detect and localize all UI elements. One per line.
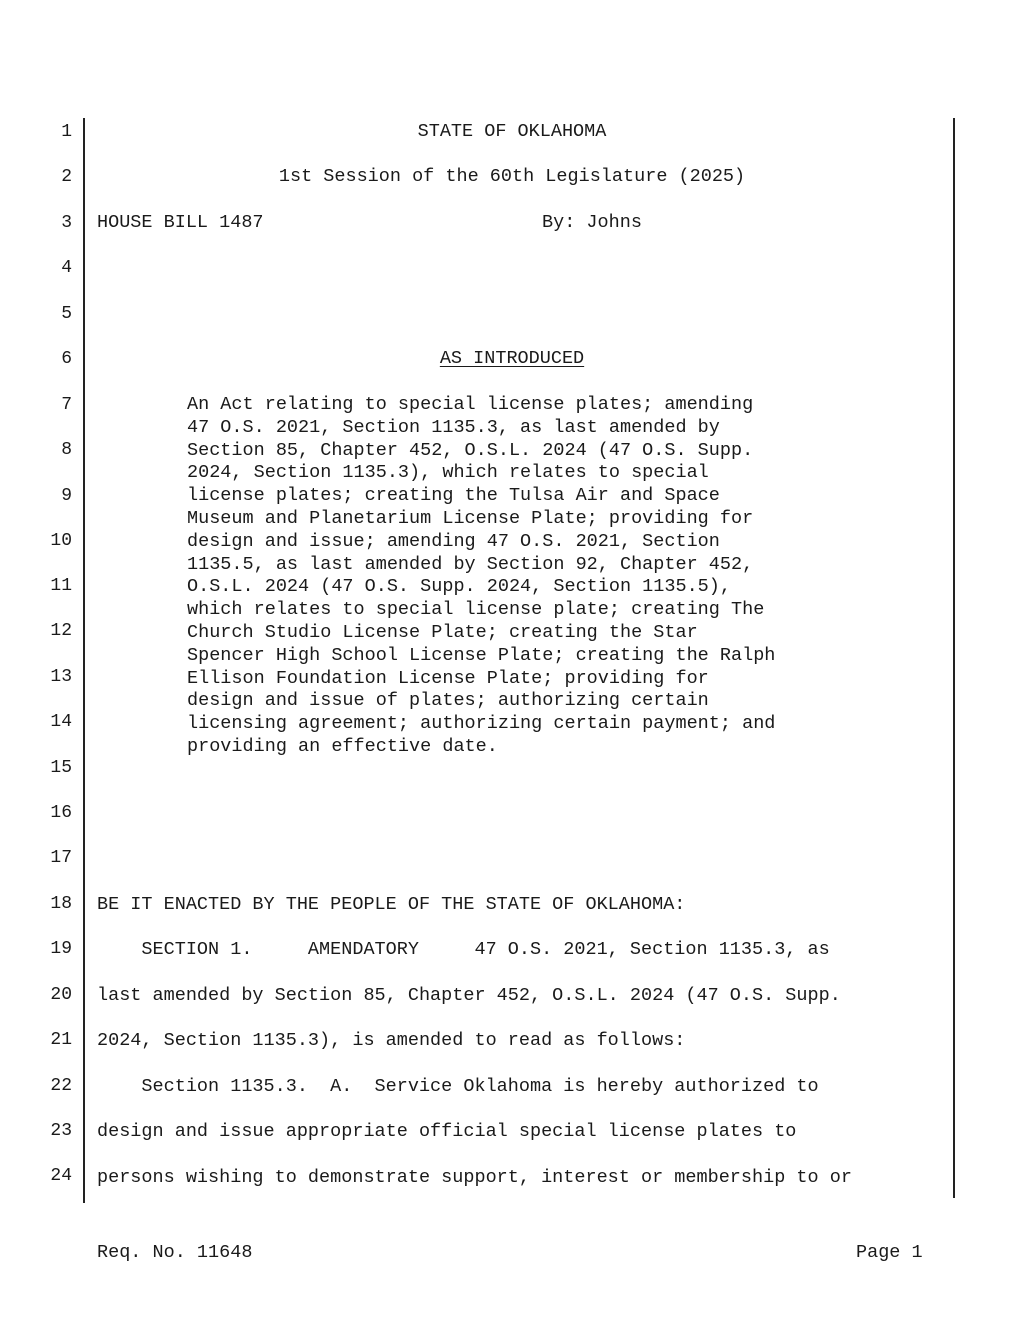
line-number: 24	[50, 1166, 72, 1186]
state-heading: STATE OF OKLAHOMA	[417, 121, 607, 142]
line-number: 20	[50, 985, 72, 1005]
synopsis-line: design and issue; amending 47 O.S. 2021, Section	[187, 530, 720, 552]
synopsis-line: license plates; creating the Tulsa Air and Space	[187, 485, 720, 507]
line-number: 14	[50, 712, 72, 732]
page-number: Page 1	[856, 1242, 923, 1263]
line-number: 15	[50, 758, 72, 778]
line-number: 9	[61, 486, 72, 506]
line-number: 10	[50, 531, 72, 551]
bill-synopsis	[187, 394, 847, 759]
synopsis-line: design and issue of plates; authorizing certain	[187, 690, 709, 712]
synopsis-line: O.S.L. 2024 (47 O.S. Supp. 2024, Section 1135.5),	[187, 576, 731, 598]
line-number: 12	[50, 621, 72, 641]
line-number: 23	[50, 1121, 72, 1141]
line-number: 21	[50, 1030, 72, 1050]
synopsis-line: 47 O.S. 2021, Section 1135.3, as last amended by	[187, 416, 720, 438]
synopsis-line: licensing agreement; authorizing certain payment; and	[187, 713, 776, 735]
line-number: 13	[50, 667, 72, 687]
synopsis-line: Section 85, Chapter 452, O.S.L. 2024 (47 O.S. Supp.	[187, 439, 754, 461]
status-text: AS INTRODUCED	[439, 348, 585, 369]
line-number: 11	[50, 576, 72, 596]
status-heading	[97, 349, 927, 369]
right-margin-rule	[953, 118, 955, 1198]
line-number: 17	[50, 848, 72, 868]
session-heading: 1st Session of the 60th Legislature (2025)	[278, 166, 746, 187]
section-heading: SECTION 1. AMENDATORY 47 O.S. 2021, Section 1135.3, as	[97, 939, 830, 960]
line-number: 2	[61, 167, 72, 187]
bill-number: HOUSE BILL 1487	[97, 212, 264, 233]
line-number: 19	[50, 939, 72, 959]
body-line: Section 1135.3. A. Service Oklahoma is hereby authorized to	[97, 1076, 819, 1097]
bill-author: By: Johns	[542, 212, 642, 233]
body-line: 2024, Section 1135.3), is amended to read as follows:	[97, 1030, 686, 1051]
body-line: design and issue appropriate official special license plates to	[97, 1121, 797, 1142]
line-number: 7	[61, 395, 72, 415]
line-number: 18	[50, 894, 72, 914]
enacting-clause: BE IT ENACTED BY THE PEOPLE OF THE STATE OF OKLAHOMA:	[97, 894, 686, 915]
body-line: persons wishing to demonstrate support, interest or membership to or	[97, 1167, 852, 1188]
line-number: 1	[61, 122, 72, 142]
synopsis-line: Museum and Planetarium License Plate; providing for	[187, 507, 754, 529]
synopsis-line: An Act relating to special license plates; amending	[187, 394, 754, 415]
left-margin-rule	[83, 118, 85, 1203]
line-number: 22	[50, 1076, 72, 1096]
synopsis-line: 1135.5, as last amended by Section 92, Chapter 452,	[187, 553, 754, 575]
synopsis-line: which relates to special license plate; creating The	[187, 599, 765, 621]
line-number: 8	[61, 440, 72, 460]
line-number: 16	[50, 803, 72, 823]
line-number: 3	[61, 213, 72, 233]
synopsis-line: Church Studio License Plate; creating the Star	[187, 621, 698, 643]
line-number: 5	[61, 304, 72, 324]
body-line: last amended by Section 85, Chapter 452, O.S.L. 2024 (47 O.S. Supp.	[97, 985, 841, 1006]
synopsis-line: 2024, Section 1135.3), which relates to special	[187, 462, 709, 484]
request-number: Req. No. 11648	[97, 1242, 253, 1263]
synopsis-line: Ellison Foundation License Plate; providing for	[187, 667, 709, 689]
line-number: 4	[61, 258, 72, 278]
synopsis-line: providing an effective date.	[187, 735, 498, 757]
line-number: 6	[61, 349, 72, 369]
synopsis-line: Spencer High School License Plate; creating the Ralph	[187, 644, 776, 666]
